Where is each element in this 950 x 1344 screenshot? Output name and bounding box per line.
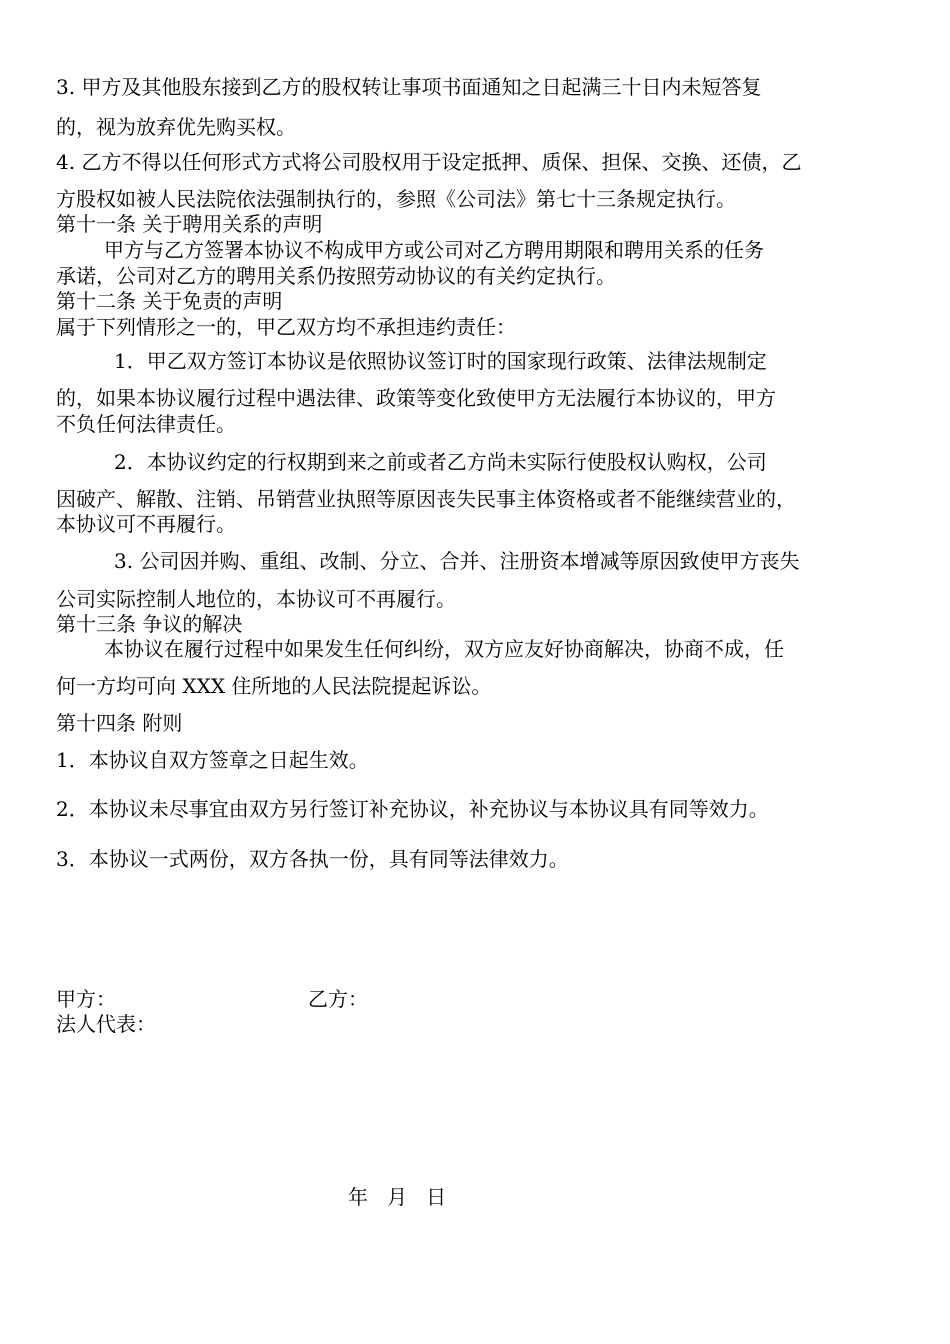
clause-14-item-2: 2．本协议未尽事宜由双方另行签订补充协议，补充协议与本协议具有同等效力。: [56, 797, 769, 821]
clause-12-item-2-line-2: 因破产、解散、注销、吊销营业执照等原因丧失民事主体资格或者不能继续营业的，: [56, 487, 796, 511]
clause-12-item-1-line-2: 的，如果本协议履行过程中遇法律、政策等变化致使甲方无法履行本协议的，甲方: [56, 386, 776, 410]
clause-10-item-3-line-1: 3. 甲方及其他股东接到乙方的股权转让事项书面通知之日起满三十日内未短答复: [56, 75, 762, 99]
party-b-label: 乙方：: [308, 987, 368, 1011]
clause-10-item-4-line-2: 方股权如被人民法院依法强制执行的，参照《公司法》第七十三条规定执行。: [56, 187, 736, 211]
clause-11-body-line-2: 承诺，公司对乙方的聘用关系仍按照劳动协议的有关约定执行。: [56, 264, 616, 288]
clause-12-item-1-line-1: 1．甲乙双方签订本协议是依照协议签订时的国家现行政策、法律法规制定: [114, 349, 767, 373]
clause-14-item-1: 1．本协议自双方签章之日起生效。: [56, 748, 369, 772]
clause-13-body-line-2: 何一方均可向 XXX 住所地的人民法院提起诉讼。: [56, 674, 492, 698]
clause-11-heading: 第十一条 关于聘用关系的声明: [56, 212, 323, 236]
clause-12-item-2-line-1: 2．本协议约定的行权期到来之前或者乙方尚未实际行使股权认购权，公司: [114, 450, 767, 474]
clause-12-heading: 第十二条 关于免责的声明: [56, 289, 283, 313]
clause-13-body-line-1: 本协议在履行过程中如果发生任何纠纷，双方应友好协商解决，协商不成，任: [104, 637, 784, 661]
clause-12-item-3-line-2: 公司实际控制人地位的，本协议可不再履行。: [56, 587, 456, 611]
clause-10-item-4-line-1: 4. 乙方不得以任何形式方式将公司股权用于设定抵押、质保、担保、交换、还债，乙: [56, 150, 802, 174]
legal-rep-label: 法人代表：: [56, 1012, 156, 1036]
clause-12-item-2-line-3: 本协议可不再履行。: [56, 512, 236, 536]
clause-12-intro: 属于下列情形之一的，甲乙双方均不承担违约责任：: [56, 315, 516, 339]
clause-14-heading: 第十四条 附则: [56, 711, 183, 735]
clause-12-item-3-line-1: 3. 公司因并购、重组、改制、分立、合并、注册资本增减等原因致使甲方丧失: [114, 549, 800, 573]
clause-14-item-3: 3．本协议一式两份，双方各执一份，具有同等法律效力。: [56, 847, 569, 871]
date-line: 年 月 日: [348, 1185, 447, 1209]
clause-11-body-line-1: 甲方与乙方签署本协议不构成甲方或公司对乙方聘用期限和聘用关系的任务: [104, 238, 764, 262]
clause-13-heading: 第十三条 争议的解决: [56, 612, 243, 636]
clause-10-item-3-line-2: 的，视为放弃优先购买权。: [56, 115, 296, 139]
party-a-label: 甲方：: [56, 987, 116, 1011]
clause-12-item-1-line-3: 不负任何法律责任。: [56, 412, 236, 436]
